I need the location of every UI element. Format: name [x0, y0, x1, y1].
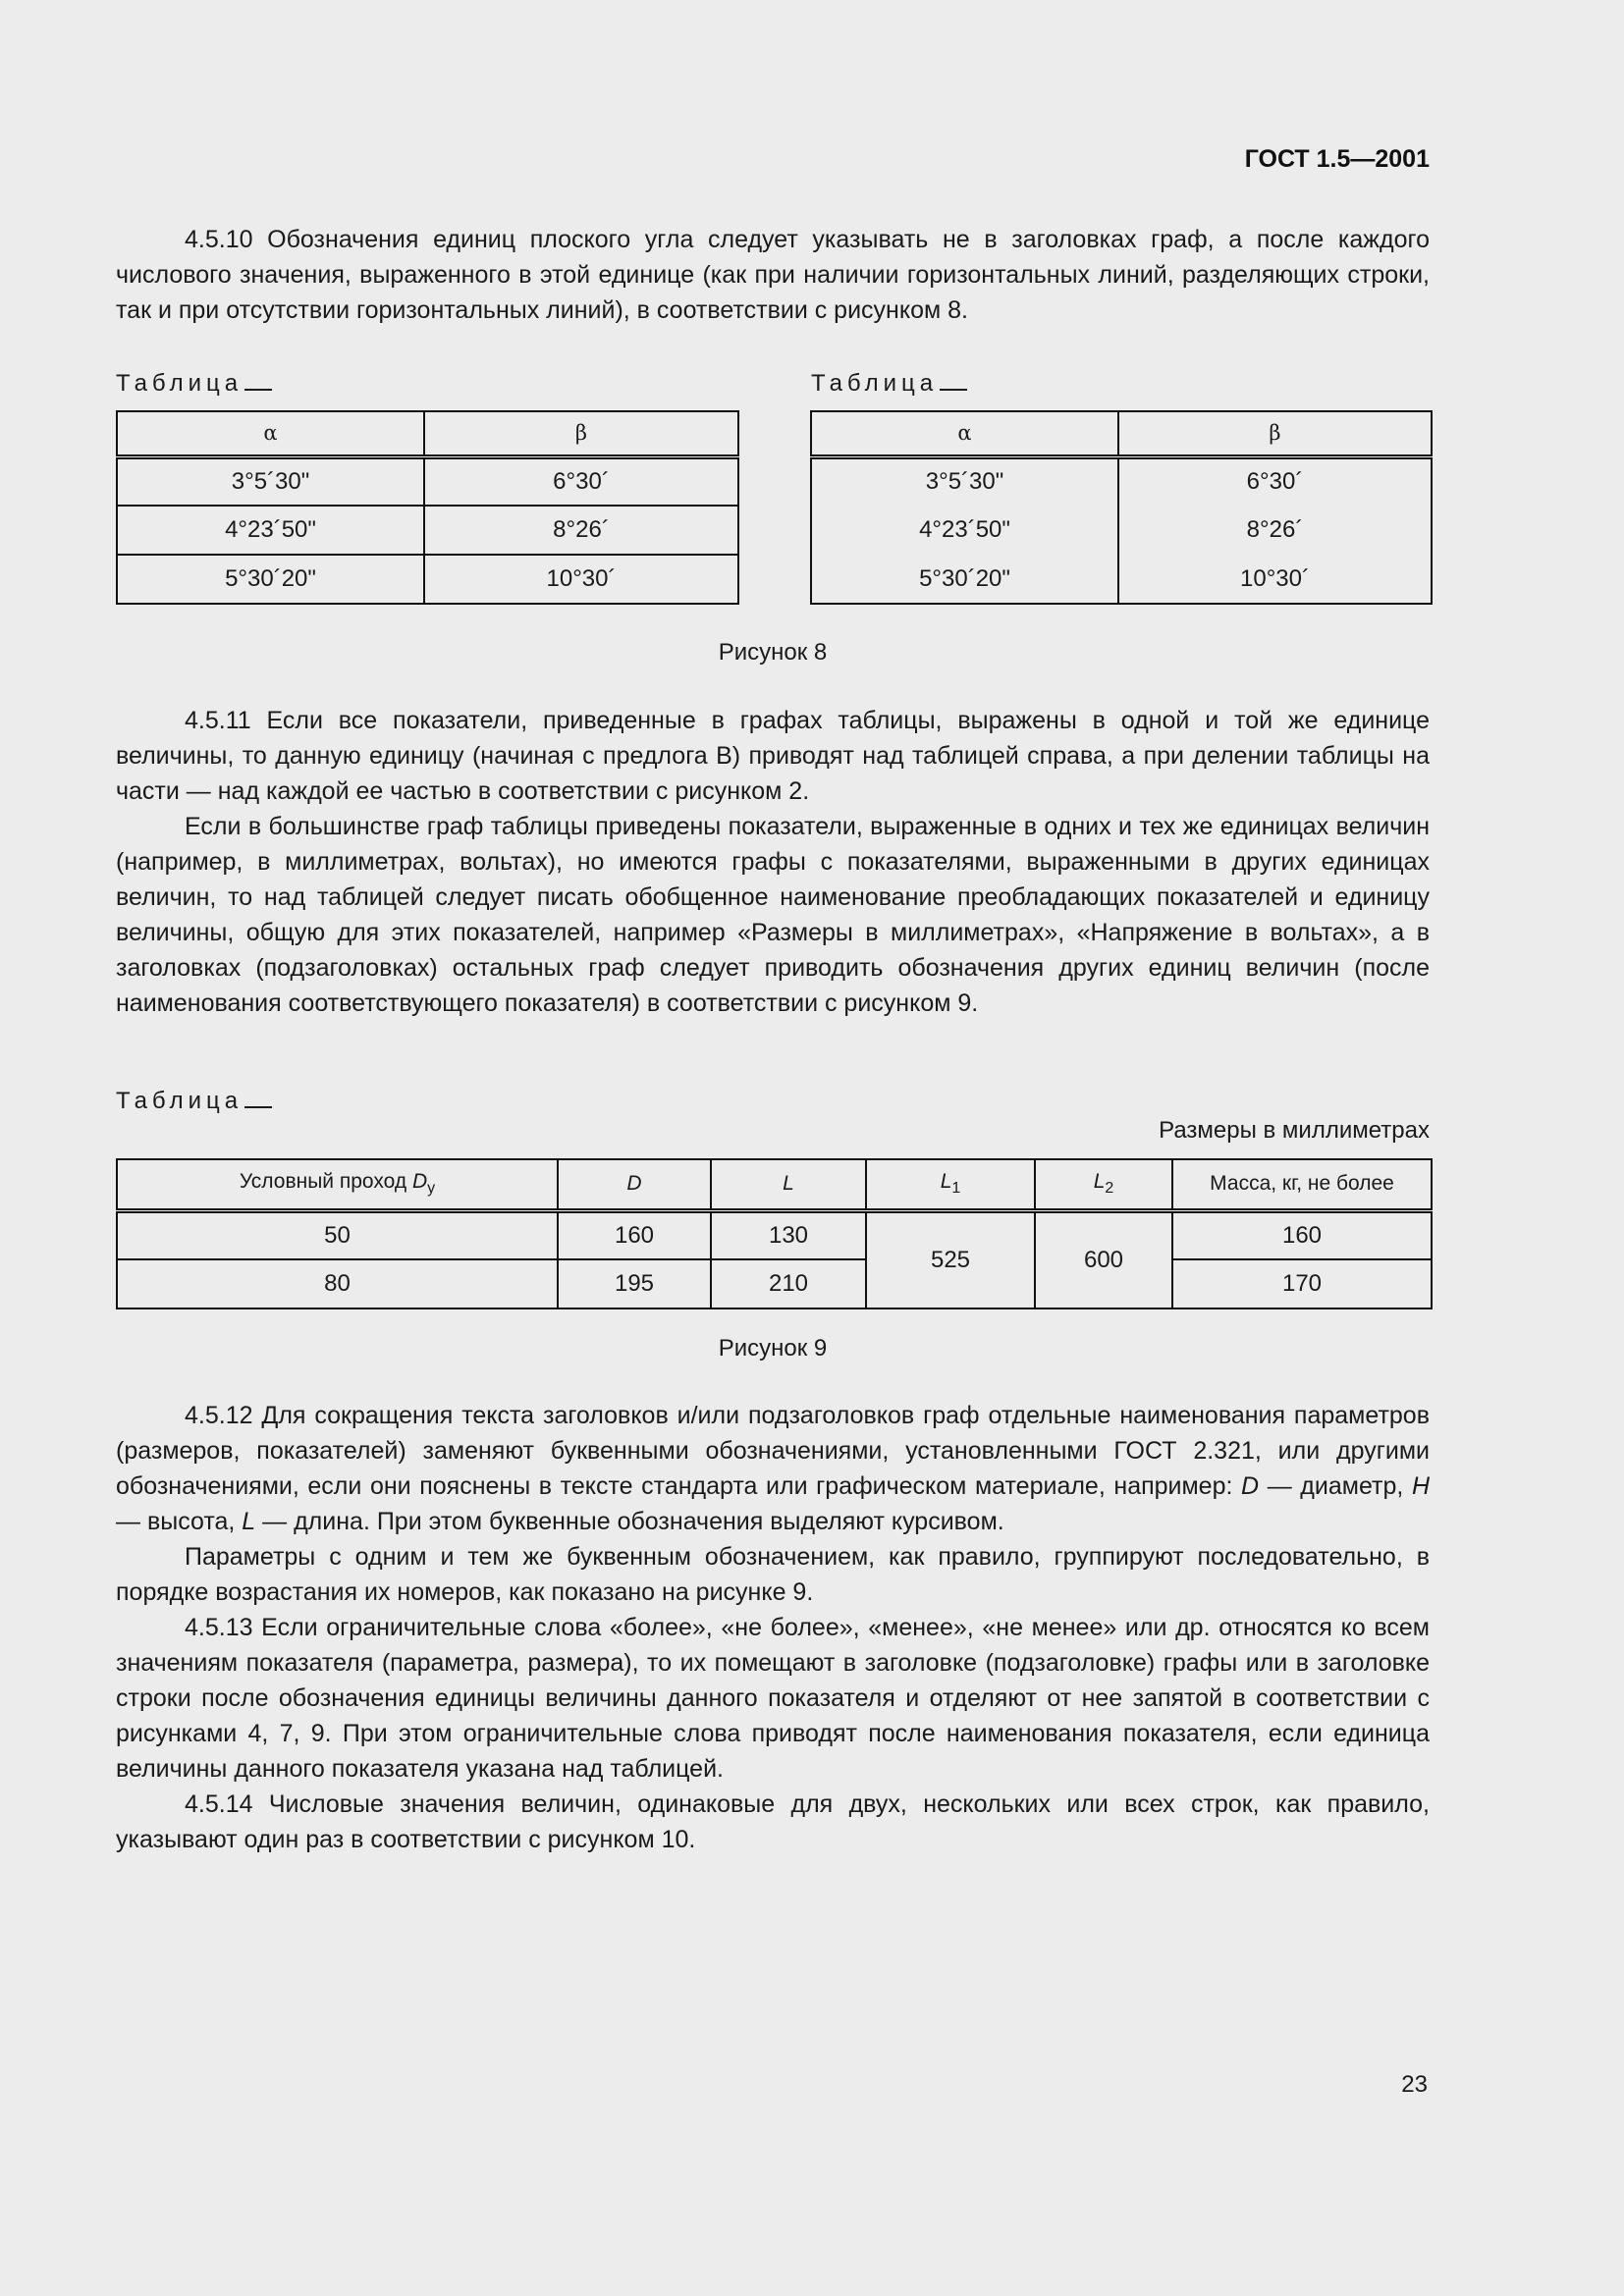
table-cell: 10°30´ [424, 555, 738, 604]
paragraph-4-5-11: 4.5.11 Если все показатели, приведенные в графах таблицы, выражены в одной и той же единице величины, то данную единицу (начиная с предлога В) приводят над таблицей справа, а при делении таблицы на части — над каждой ее частью в соответствии с рисунком 2. [116, 707, 1430, 805]
header-alpha: α [811, 411, 1118, 456]
table-cell: 5°30´20" [811, 555, 1118, 604]
table-cell: 160 [1172, 1210, 1432, 1259]
header-l: L [711, 1159, 866, 1210]
table-cell: 6°30´ [424, 456, 738, 506]
document-header: ГОСТ 1.5—2001 [1244, 145, 1430, 173]
table-cell: 160 [558, 1210, 711, 1259]
paragraph-4-5-13: 4.5.13 Если ограничительные слова «более», «не более», «менее», «не менее» или др. относятся ко всем значениям показателя (параметра, размера), то их помещают в заголовке (подзаголовке) графы или в заголовке строки после обозначения единицы величины данного показателя и отделяют от нее запятой в соответствии с рисунками 4, 7, 9. При этом ограничительные слова приводят после наименования показателя, если единица величины данного показателя указана над таблицей. [116, 1614, 1430, 1783]
table-cell: 3°5´30" [117, 456, 424, 506]
header-l1: $L_1$ [866, 1159, 1035, 1210]
paragraph-4-5-11-b: Если в большинстве граф таблицы приведены показатели, выраженные в одних и тех же единицах величин (например, в миллиметрах, вольтах), но имеются графы с показателями, выраженными в других единицах величин, то над таблицей следует писать обобщенное наименование преобладающих показателей и единицу величины, общую для этих показателей, например «Размеры в миллиметрах», «Напряжение в вольтах», а в заголовках (подзаголовках) остальных граф следует приводить обозначения других единиц величин (после наименования соответствующего показателя) в соответствии с рисунком 9. [116, 813, 1430, 1017]
table-cell: 4°23´50" [811, 506, 1118, 555]
table-cell: 8°26´ [1118, 506, 1432, 555]
table-cell: 10°30´ [1118, 555, 1432, 604]
header-l2: $L_2$ [1035, 1159, 1172, 1210]
table-cell: 5°30´20" [117, 555, 424, 604]
header-beta: β [424, 411, 738, 456]
header-nominal-pass: Условный проход $D_у$ [117, 1159, 558, 1210]
paragraph-4-5-12: 4.5.12 Для сокращения текста заголовков и/или подзаголовков граф отдельные наименования параметров (размеров, показателей) заменяют буквенными обозначениями, установленными ГОСТ 2.321, или другими обозначениями, если они пояснены в тексте стандарта или графическом материале, например: D — диаметр, H — высота, L — длина. При этом буквенные обозначения выделяют курсивом. [116, 1402, 1430, 1535]
header-beta: β [1118, 411, 1432, 456]
header-mass: Масса, кг, не более [1172, 1159, 1432, 1210]
figure-8-table-grid [116, 410, 739, 605]
header-alpha: α [117, 411, 424, 456]
figure-9-table [116, 1158, 1433, 1309]
table-cell: 3°5´30" [811, 456, 1118, 506]
header-d: D [558, 1159, 711, 1210]
figure-9-caption: Рисунок 9 [718, 1335, 828, 1362]
table-label-right: Таблица [811, 369, 967, 398]
figure-8-caption: Рисунок 8 [718, 639, 828, 666]
paragraph-4-5-10: 4.5.10 Обозначения единиц плоского угла следует указывать не в заголовках граф, а после каждого числового значения, выраженного в этой единице (как при наличии горизонтальных линий, разделяющих строки, так и при отсутствии горизонтальных линий), в соответствии с рисунком 8. [116, 226, 1430, 324]
table-cell: 130 [711, 1210, 866, 1259]
merged-cell-l2: 600 [1035, 1210, 1172, 1308]
table-cell: 6°30´ [1118, 456, 1432, 506]
table-cell: 80 [117, 1259, 558, 1308]
figure-8-table-open [810, 410, 1433, 605]
table-cell: 4°23´50" [117, 506, 424, 555]
table-cell: 210 [711, 1259, 866, 1308]
paragraph-4-5-14: 4.5.14 Числовые значения величин, одинаковые для двух, нескольких или всех строк, как правило, указывают один раз в соответствии с рисунком 10. [116, 1790, 1430, 1853]
table-label-left: Таблица [116, 369, 272, 398]
page-number: 23 [1401, 2071, 1428, 2098]
table-label-fig9: Таблица [116, 1087, 272, 1115]
table-cell: 170 [1172, 1259, 1432, 1308]
table-cell: 8°26´ [424, 506, 738, 555]
paragraph-4-5-12-b: Параметры с одним и тем же буквенным обозначением, как правило, группируют последовательно, в порядке возрастания их номеров, как показано на рисунке 9. [116, 1543, 1430, 1606]
merged-cell-l1: 525 [866, 1210, 1035, 1308]
table-units: Размеры в миллиметрах [1159, 1117, 1430, 1144]
table-cell: 50 [117, 1210, 558, 1259]
table-cell: 195 [558, 1259, 711, 1308]
